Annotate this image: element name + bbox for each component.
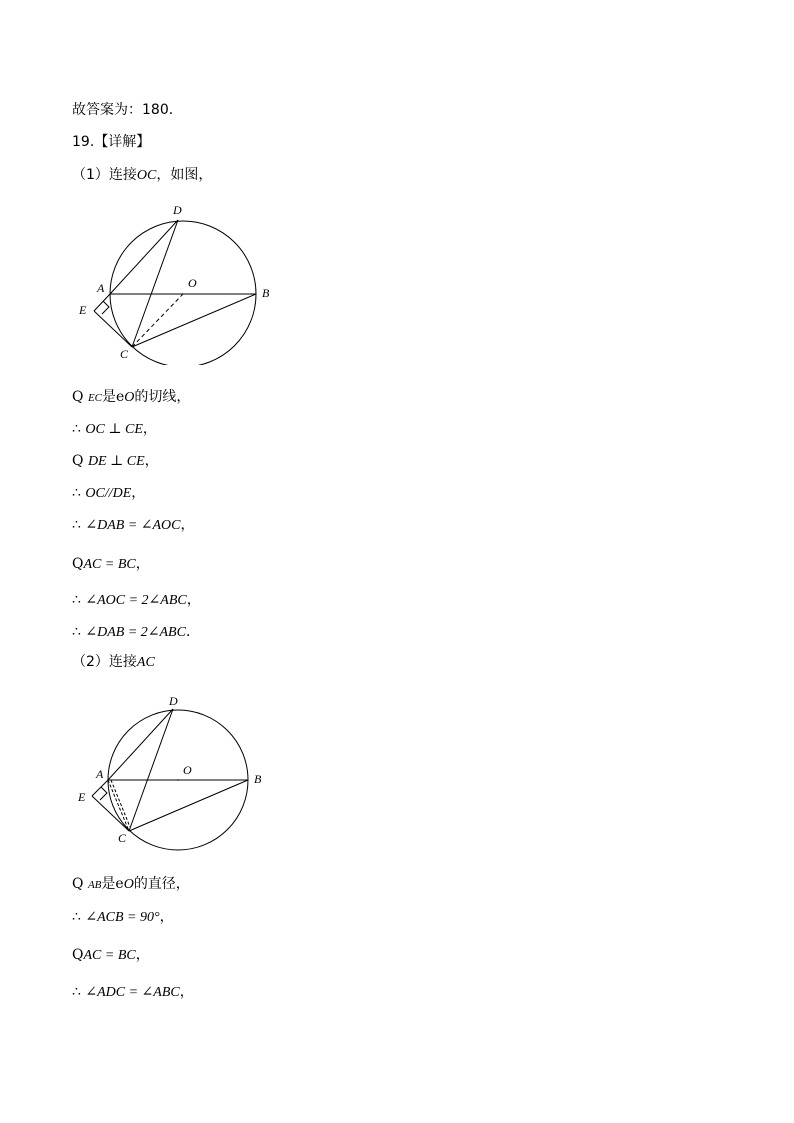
- answer-text: 故答案为：180．: [72, 102, 183, 118]
- fig1-label-c: C: [120, 347, 129, 361]
- circle-symbol: e: [116, 389, 125, 405]
- because-symbol: Q: [72, 389, 84, 405]
- therefore-symbol: ∴: [72, 592, 81, 608]
- comma: ，: [179, 984, 194, 1000]
- fig1-label-a: A: [97, 281, 105, 295]
- step-1-intro-math: OC: [136, 168, 157, 183]
- text-diameter: 的直径，: [133, 876, 190, 892]
- fig1-label-d: D: [173, 203, 182, 217]
- because-symbol: Q: [72, 556, 84, 572]
- circle-symbol: e: [115, 876, 124, 892]
- fig2-label-e: E: [78, 790, 86, 804]
- math-arc-ac-eq-bc: AC = BC: [83, 557, 136, 572]
- figure-1: [72, 200, 282, 365]
- math-arc-ac-eq-bc: AC = BC: [83, 948, 136, 963]
- step-1-intro: [72, 166, 212, 185]
- fig2-label-o: O: [183, 763, 192, 777]
- step-2-line-2: [72, 908, 174, 927]
- comma: ，: [135, 947, 150, 963]
- question-heading-text: 19.【详解】: [72, 134, 151, 150]
- therefore-symbol: ∴: [72, 909, 81, 925]
- because-symbol: Q: [72, 876, 84, 892]
- math-oc-perp-ce: OC ⊥ CE: [85, 422, 143, 437]
- step-1-line-1: [72, 388, 190, 407]
- step-1-intro-text: （1）连接: [72, 167, 137, 183]
- math-oc-parallel-de: OC//DE: [85, 486, 132, 501]
- because-symbol: Q: [72, 453, 84, 469]
- step-2-intro-text: （2）连接: [72, 654, 137, 670]
- math-ac: AC: [136, 655, 155, 670]
- text-shi: 是: [101, 876, 116, 892]
- therefore-symbol: ∴: [72, 421, 81, 437]
- step-1-line-2: [72, 420, 157, 439]
- because-symbol: Q: [72, 947, 84, 963]
- comma: ，: [142, 421, 157, 437]
- question-heading: [72, 133, 150, 151]
- step-1-line-4: [72, 484, 145, 503]
- math-angle-aoc-eq-2abc: ∠AOC = 2∠ABC: [85, 593, 187, 608]
- step-2-line-1: [72, 875, 190, 894]
- step-1-line-6: [72, 555, 150, 574]
- fig2-label-b: B: [254, 772, 262, 786]
- step-2-line-3: [72, 946, 150, 965]
- math-angle-dab-eq-aoc: ∠DAB = ∠AOC: [85, 518, 181, 533]
- step-1-line-8: [72, 623, 200, 642]
- math-angle-adc-eq-abc: ∠ADC = ∠ABC: [85, 985, 180, 1000]
- math-de-perp-ce: DE ⊥ CE: [87, 454, 145, 469]
- step-1-line-5: [72, 516, 195, 535]
- math-o: O: [124, 390, 135, 405]
- fig1-label-o: O: [188, 276, 197, 290]
- math-angle-acb-90: ∠ACB = 90°: [85, 910, 160, 925]
- fig2-label-d: D: [169, 694, 178, 708]
- period: ．: [185, 624, 200, 640]
- comma: ，: [159, 909, 174, 925]
- therefore-symbol: ∴: [72, 624, 81, 640]
- comma: ，: [144, 453, 159, 469]
- math-ab: AB: [87, 879, 102, 891]
- therefore-symbol: ∴: [72, 485, 81, 501]
- comma: ，: [186, 592, 201, 608]
- math-o: O: [123, 877, 134, 892]
- fig2-label-a: A: [96, 767, 104, 781]
- step-1-intro-tail: ，如图，: [156, 167, 213, 183]
- math-ec: EC: [87, 392, 102, 404]
- step-2-line-4: [72, 983, 194, 1002]
- comma: ，: [135, 556, 150, 572]
- answer-line: [72, 101, 183, 119]
- comma: ，: [180, 517, 195, 533]
- step-1-line-7: [72, 591, 201, 610]
- math-angle-dab-eq-2abc: ∠DAB = 2∠ABC: [85, 625, 186, 640]
- comma: ，: [131, 485, 146, 501]
- step-1-line-3: [72, 452, 159, 471]
- figure-2: [72, 690, 282, 855]
- text-shi: 是: [102, 389, 116, 405]
- fig1-label-e: E: [79, 303, 87, 317]
- fig1-label-b: B: [262, 286, 270, 300]
- fig2-label-c: C: [118, 831, 127, 845]
- therefore-symbol: ∴: [72, 984, 81, 1000]
- therefore-symbol: ∴: [72, 517, 81, 533]
- step-2-intro: [72, 653, 155, 672]
- text-tangent: 的切线，: [134, 389, 191, 405]
